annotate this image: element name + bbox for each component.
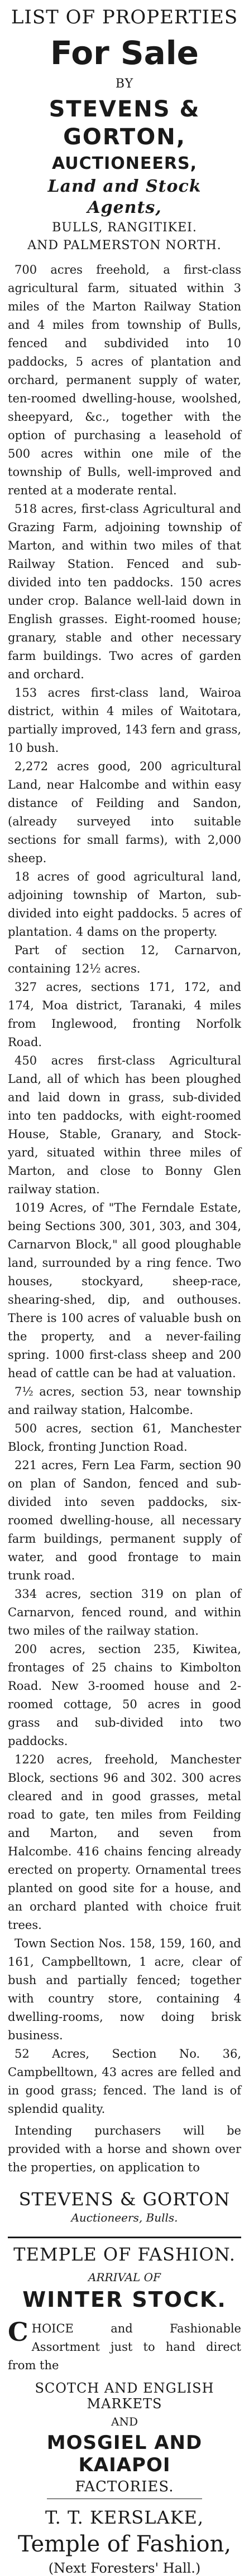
listing-item: Town Section Nos. 158, 159, 160, and 161, Campbelltown, 1 acre, clear of bush and partially fenced; together with country store, containing 4 dwelling-rooms, now doing brisk business.	[8, 1937, 241, 2042]
mills-line: MOSGIEL AND KAIAPOI	[46, 2432, 203, 2476]
factories-line: FACTORIES.	[75, 2478, 174, 2495]
auctioneers-label: AUCTIONEERS,	[52, 153, 197, 173]
listing-item: 200 acres, section 235, Kiwitea, frontages of 25 chains to Kimbolton Road. New 3-roomed house and 2-roomed cottage, 50 acres in good grass and sub-divided into two paddocks.	[8, 1642, 241, 1748]
listing-item: 7½ acres, section 53, near township and railway station, Halcombe.	[8, 1385, 241, 1417]
listing-item: 153 acres first-class land, Wairoa district, within 4 miles of Waitotara, partially improved, 143 fern and grass, 10 bush.	[8, 686, 241, 755]
owner-name: T. T. KERSLAKE,	[45, 2507, 204, 2528]
temple-title: TEMPLE OF FASHION.	[13, 2244, 236, 2265]
by-label: BY	[115, 77, 134, 91]
for-sale-heading: For Sale	[50, 33, 199, 72]
markets-line: SCOTCH AND ENGLISH MARKETS	[35, 2380, 214, 2412]
listing-item: 52 Acres, Section No. 36, Campbelltown, 43 acres are felled and in good grass; fenced. The land is of splendid quality.	[8, 2047, 241, 2116]
listing-item: 500 acres, section 61, Manchester Block, fronting Junction Road.	[8, 1422, 241, 1454]
listing-item: Part of section 12, Carnarvon, containing 12½ acres.	[8, 944, 241, 975]
land-agents-label: Land and Stock Agents,	[47, 177, 202, 217]
closing-firm-location: Auctioneers, Bulls.	[71, 2211, 178, 2224]
listing-item: 18 acres of good agricultural land, adjoining township of Marton, sub-divided into eight paddocks. 5 acres of plantation. 4 dams on the property.	[8, 870, 241, 939]
list-title: LIST OF PROPERTIES	[11, 6, 238, 28]
and-line: AND	[111, 2415, 138, 2428]
listing-item: 518 acres, first-class Agricultural and Grazing Farm, adjoining township of Marton, and within two miles of that Railway Station. Fenced and sub-divided into ten paddocks. 150 acres under crop. Balance well-laid down in English grasses. Eight-roomed house; granary, stable and other necessary farm buildings. Two acres of garden and orchard.	[8, 502, 241, 681]
temple-body	[8, 2317, 241, 2375]
shop-address: (Next Foresters' Hall.)	[48, 2560, 201, 2576]
shop-name: Temple of Fashion,	[17, 2531, 232, 2557]
listing-item: 450 acres first-class Agricultural Land, all of which has been ploughed and laid down in grass, sub-divided into ten paddocks, with eight-roomed House, Stable, Granary, and Stock-yard, situated within three miles of Marton, and close to Bonny Glen railway station.	[8, 1054, 241, 1196]
temple-of-fashion-advert	[8, 2244, 241, 2576]
temple-body-text: HOICE and Fashionable Assortment just to hand direct from the	[8, 2322, 241, 2372]
listing-item: 700 acres freehold, a first-class agricultural farm, situated within 3 miles of the Marton Railway Station and 4 miles from township of Bulls, fenced and subdivided into 10 paddocks, 5 acres of plantation and orchard, permanent supply of water, ten-roomed dwelling-house, woolshed, sheepyard, &c., together with the option of purchasing a leasehold of 500 acres within one mile of the township of Bulls, well-improved and rented at a moderate rental.	[8, 263, 241, 497]
listing-item: 2,272 acres good, 200 agricultural Land, near Halcombe and within easy distance of Feilding and Sandon, (already surveyed into suitable sections for small farms), with 2,000 sheep.	[8, 760, 241, 865]
listing-item: 1220 acres, freehold, Manchester Block, sections 96 and 302. 300 acres cleared and in good grasses, metal road to gate, ten miles from Feilding and Marton, and seven from Halcombe. 416 chains fencing already erected on property. Ornamental trees planted on good site for a house, and an orchard planted with choice fruit trees.	[8, 1753, 241, 1932]
location-bulls: BULLS, RANGITIKEI.	[52, 221, 197, 235]
listing-item: 221 acres, Fern Lea Farm, section 90 on plan of Sandon, fenced and sub-divided into seven paddocks, six-roomed dwelling-house, all necessary farm buildings, permanent supply of water, and good frontage to main trunk road.	[8, 1459, 241, 1582]
arrival-label: ARRIVAL OF	[88, 2271, 161, 2284]
winter-stock-heading: WINTER STOCK.	[22, 2287, 227, 2312]
listing-item: 1019 Acres, of "The Ferndale Estate, being Sections 300, 301, 303, and 304, Carnarvon Block," all good ploughable land, surrounded by a ring fence. Two houses, stockyard, sheep-race, shearing-shed, dip, and outhouses. There is 100 acres of valuable bush on the property, and a never-failing spring. 1000 first-class sheep and 200 head of cattle can be had at valuation.	[8, 1201, 241, 1380]
closing-firm-name: STEVENS & GORTON	[18, 2189, 231, 2210]
section-divider	[8, 2237, 241, 2238]
location-palmerston: AND PALMERSTON NORTH.	[27, 238, 222, 252]
advertisement-header	[8, 0, 241, 253]
listing-item: 327 acres, sections 171, 172, and 174, Moa district, Taranaki, 4 miles from Inglewood, fronting Norfolk Road.	[8, 980, 241, 1049]
closing-note: Intending purchasers will be provided with a horse and shown over the properties, on application to	[8, 2124, 241, 2174]
drop-cap: C	[8, 2317, 28, 2347]
firm-name: STEVENS & GORTON,	[49, 96, 200, 150]
property-listings	[8, 261, 241, 2118]
listing-item: 334 acres, section 319 on plan of Carnarvon, fenced round, and within two miles of the railway station.	[8, 1587, 241, 1637]
